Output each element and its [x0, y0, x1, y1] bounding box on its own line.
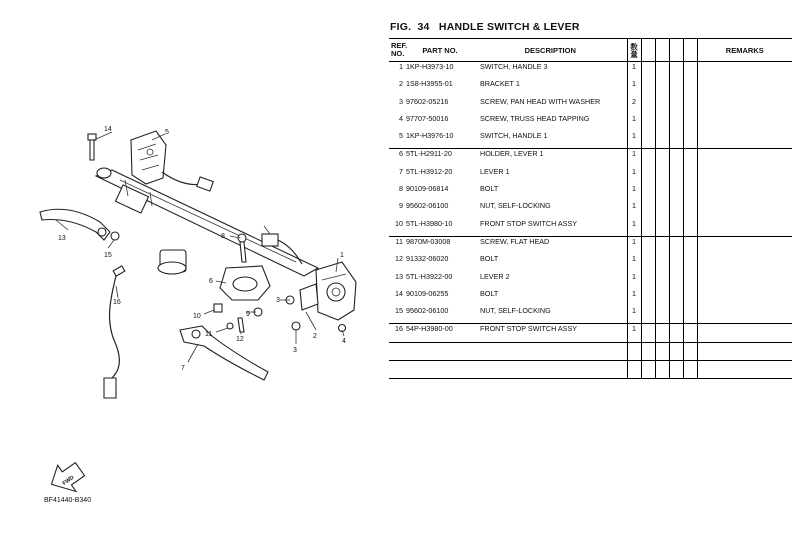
remarks-cell — [697, 167, 792, 184]
table-row — [389, 167, 792, 184]
quantity: 1 — [627, 149, 641, 167]
table-row — [389, 149, 792, 167]
blank-cell — [669, 219, 683, 237]
description: SCREW, PAN HEAD WITH WASHER — [480, 96, 601, 106]
ref-number: 11 — [389, 236, 406, 254]
fwd-label: FWD — [61, 474, 76, 487]
fig-number: 34 — [417, 21, 430, 33]
blank-cell — [683, 131, 697, 149]
table-row — [389, 324, 792, 342]
blank-cell — [669, 184, 683, 201]
blank-cell — [683, 62, 697, 80]
quantity: 1 — [627, 131, 641, 149]
table-header — [389, 39, 792, 62]
description: SWITCH, HANDLE 1 — [480, 131, 548, 141]
callout-11: 11 — [205, 331, 213, 338]
part-number: 90109-06814 — [406, 184, 449, 194]
blank-cell — [683, 167, 697, 184]
blank-cell — [669, 79, 683, 96]
ref-number: 12 — [395, 254, 403, 264]
ref-number: 10 — [395, 218, 403, 228]
blank-cell — [683, 184, 697, 201]
part-number: 5TL-H3922-00 — [406, 271, 453, 281]
ref-number: 9 — [399, 201, 403, 211]
remarks-cell — [697, 79, 792, 96]
blank-cell — [655, 342, 669, 360]
table-row — [389, 97, 792, 114]
blank-cell — [641, 342, 655, 360]
blank-cell — [669, 201, 683, 218]
blank-cell — [474, 342, 627, 360]
ref-number: 6 — [389, 149, 406, 167]
blank-cell — [683, 289, 697, 306]
table-body — [389, 62, 792, 379]
remarks-cell — [697, 272, 792, 289]
callout-1: 1 — [340, 252, 344, 259]
callout-7: 7 — [181, 365, 185, 372]
ref-number: 5 — [399, 131, 403, 141]
remarks-cell — [697, 114, 792, 131]
fig-label: FIG. — [390, 21, 412, 33]
blank-cell — [641, 254, 655, 271]
blank-cell — [655, 167, 669, 184]
callout-10: 10 — [193, 313, 201, 320]
blank-cell — [683, 114, 697, 131]
blank-cell — [641, 361, 655, 379]
callout-4: 4 — [342, 338, 346, 345]
blank-cell — [641, 114, 655, 131]
blank-cell — [683, 306, 697, 324]
ref-number: 4 — [399, 113, 403, 123]
description: NUT, SELF-LOCKING — [480, 201, 551, 211]
quantity: 1 — [627, 201, 641, 218]
ref-number: 7 — [399, 166, 403, 176]
description: BOLT — [480, 184, 499, 194]
table-row — [389, 114, 792, 131]
table-row — [389, 306, 792, 324]
blank-cell — [655, 131, 669, 149]
diagram-code: BF41440-B340 — [44, 497, 92, 504]
blank-row — [389, 361, 792, 379]
quantity: 1 — [627, 79, 641, 96]
blank-cell — [406, 361, 474, 379]
blank-cell — [641, 219, 655, 237]
blank-cell — [641, 236, 655, 254]
blank-cell — [683, 201, 697, 218]
callout-3b: 3 — [293, 347, 297, 354]
table-row — [389, 131, 792, 149]
quantity: 1 — [627, 254, 641, 271]
table-row — [389, 79, 792, 96]
remarks-cell — [697, 184, 792, 201]
description: NUT, SELF-LOCKING — [480, 306, 551, 316]
quantity: 1 — [627, 272, 641, 289]
blank-cell — [627, 342, 641, 360]
blank-cell — [655, 254, 669, 271]
table-row — [389, 219, 792, 237]
blank-cell — [683, 149, 697, 167]
blank-cell — [655, 289, 669, 306]
remarks-cell — [697, 254, 792, 271]
blank-cell — [683, 272, 697, 289]
blank-cell — [683, 79, 697, 96]
blank-cell — [669, 167, 683, 184]
left-handle-switch — [131, 131, 213, 191]
remarks-cell — [697, 149, 792, 167]
ref-number: 15 — [395, 306, 403, 316]
callout-5: 5 — [165, 129, 169, 136]
blank-cell — [669, 149, 683, 167]
header-description: DESCRIPTION — [474, 39, 627, 62]
header-ref-no: REF. NO. — [389, 39, 406, 62]
blank-cell — [669, 131, 683, 149]
callout-12: 12 — [236, 336, 244, 343]
blank-cell — [389, 361, 406, 379]
blank-cell — [655, 361, 669, 379]
table-row — [389, 62, 792, 80]
blank-cell — [655, 97, 669, 114]
callout-9: 9 — [246, 311, 250, 318]
blank-cell — [669, 236, 683, 254]
remarks-cell — [697, 219, 792, 237]
description: SWITCH, HANDLE 3 — [480, 62, 548, 71]
description: FRONT STOP SWITCH ASSY — [474, 324, 627, 342]
blank-cell — [683, 361, 697, 379]
header-part-no: PART NO. — [406, 39, 474, 62]
callout-16: 16 — [113, 299, 121, 306]
header-blank-1 — [641, 39, 655, 62]
parts-table — [389, 38, 792, 379]
callout-15: 15 — [104, 252, 112, 259]
blank-cell — [669, 289, 683, 306]
callout-3a: 3 — [276, 297, 280, 304]
blank-cell — [697, 342, 792, 360]
remarks-cell — [697, 306, 792, 324]
ref-number: 13 — [395, 271, 403, 281]
blank-cell — [669, 254, 683, 271]
blank-cell — [641, 62, 655, 80]
description: HOLDER, LEVER 1 — [474, 149, 627, 167]
blank-cell — [641, 79, 655, 96]
blank-cell — [669, 361, 683, 379]
ref-number: 3 — [399, 96, 403, 106]
quantity: 1 — [627, 219, 641, 237]
blank-cell — [683, 97, 697, 114]
blank-cell — [641, 184, 655, 201]
blank-cell — [641, 272, 655, 289]
header-blank-4 — [683, 39, 697, 62]
remarks-cell — [697, 289, 792, 306]
quantity: 2 — [627, 97, 641, 114]
part-number: 1S8-H3955-01 — [406, 79, 453, 89]
blank-cell — [669, 324, 683, 342]
fig-title-text: HANDLE SWITCH & LEVER — [438, 21, 580, 33]
exploded-parts-diagram — [0, 0, 386, 555]
bolt-14 — [88, 134, 96, 160]
header-blank-2 — [655, 39, 669, 62]
part-number: 95602-06100 — [406, 201, 449, 211]
remarks-cell — [697, 201, 792, 218]
ref-number: 8 — [399, 184, 403, 194]
blank-cell — [669, 114, 683, 131]
blank-cell — [627, 361, 641, 379]
part-number: 97707-50016 — [406, 113, 449, 123]
blank-cell — [641, 149, 655, 167]
remarks-cell — [697, 62, 792, 80]
blank-cell — [641, 306, 655, 324]
table-row — [389, 201, 792, 218]
description: BOLT — [480, 254, 499, 264]
front-stop-switch-16 — [104, 266, 125, 398]
part-number: 54P-H3980-00 — [406, 324, 474, 342]
description: LEVER 1 — [480, 166, 510, 176]
blank-row — [389, 342, 792, 360]
blank-cell — [669, 342, 683, 360]
quantity: 1 — [627, 62, 641, 80]
blank-cell — [406, 342, 474, 360]
description: BOLT — [480, 288, 499, 298]
blank-cell — [655, 306, 669, 324]
ref-number: 16 — [389, 324, 406, 342]
blank-cell — [655, 324, 669, 342]
blank-cell — [655, 149, 669, 167]
figure-title — [390, 21, 580, 33]
callout-14: 14 — [104, 126, 112, 133]
blank-cell — [641, 201, 655, 218]
remarks-cell — [697, 324, 792, 342]
callout-8: 8 — [221, 233, 225, 240]
part-number: 5TL-H2911-20 — [406, 149, 474, 167]
forward-arrow-icon — [45, 456, 90, 501]
blank-cell — [655, 201, 669, 218]
table-row — [389, 184, 792, 201]
part-number: 9870M-03008 — [406, 236, 474, 254]
blank-cell — [655, 219, 669, 237]
blank-cell — [655, 79, 669, 96]
quantity: 1 — [627, 236, 641, 254]
header-remarks: REMARKS — [697, 39, 792, 62]
remarks-cell — [697, 131, 792, 149]
header-qty: 数量 — [627, 39, 641, 62]
callout-6: 6 — [209, 278, 213, 285]
part-number: 1KP-H3976-10 — [406, 131, 454, 141]
blank-cell — [669, 62, 683, 80]
blank-cell — [683, 236, 697, 254]
part-number: 95602-06100 — [406, 306, 449, 316]
ref-number: 2 — [399, 79, 403, 89]
description: BRACKET 1 — [480, 79, 520, 89]
blank-cell — [697, 361, 792, 379]
part-number: 91332-06020 — [406, 254, 449, 264]
quantity: 1 — [627, 289, 641, 306]
blank-cell — [641, 289, 655, 306]
quantity: 1 — [627, 167, 641, 184]
blank-cell — [683, 254, 697, 271]
header-blank-3 — [669, 39, 683, 62]
table-row — [389, 272, 792, 289]
part-number: 97602-05216 — [406, 96, 449, 106]
callout-2: 2 — [313, 333, 317, 340]
remarks-cell — [697, 236, 792, 254]
quantity: 1 — [627, 184, 641, 201]
part-number: 1KP-H3973-10 — [406, 62, 454, 71]
quantity: 1 — [627, 114, 641, 131]
nut-15 — [111, 232, 119, 240]
blank-cell — [655, 272, 669, 289]
table-row — [389, 236, 792, 254]
blank-cell — [641, 167, 655, 184]
part-number: 90109-06255 — [406, 288, 449, 298]
part-number: 5TL-H3912-20 — [406, 166, 453, 176]
blank-cell — [474, 361, 627, 379]
description: LEVER 2 — [480, 271, 510, 281]
blank-cell — [641, 324, 655, 342]
table-row — [389, 289, 792, 306]
ref-number: 1 — [399, 62, 403, 71]
small-parts — [214, 304, 262, 332]
blank-cell — [641, 131, 655, 149]
blank-cell — [669, 306, 683, 324]
lever-2 — [40, 209, 110, 240]
blank-cell — [655, 184, 669, 201]
blank-cell — [683, 219, 697, 237]
blank-cell — [669, 97, 683, 114]
table-row — [389, 254, 792, 271]
description: FRONT STOP SWITCH ASSY — [480, 218, 578, 228]
blank-cell — [683, 342, 697, 360]
remarks-cell — [697, 97, 792, 114]
blank-cell — [683, 324, 697, 342]
blank-cell — [655, 62, 669, 80]
blank-cell — [655, 236, 669, 254]
ref-number: 14 — [395, 288, 403, 298]
blank-cell — [641, 97, 655, 114]
blank-cell — [669, 272, 683, 289]
part-number: 5TL-H3980-10 — [406, 218, 453, 228]
quantity: 1 — [627, 324, 641, 342]
blank-cell — [655, 114, 669, 131]
description: SCREW, TRUSS HEAD TAPPING — [480, 113, 590, 123]
quantity: 1 — [627, 306, 641, 324]
blank-cell — [389, 342, 406, 360]
description: SCREW, FLAT HEAD — [474, 236, 627, 254]
callout-13: 13 — [58, 235, 66, 242]
